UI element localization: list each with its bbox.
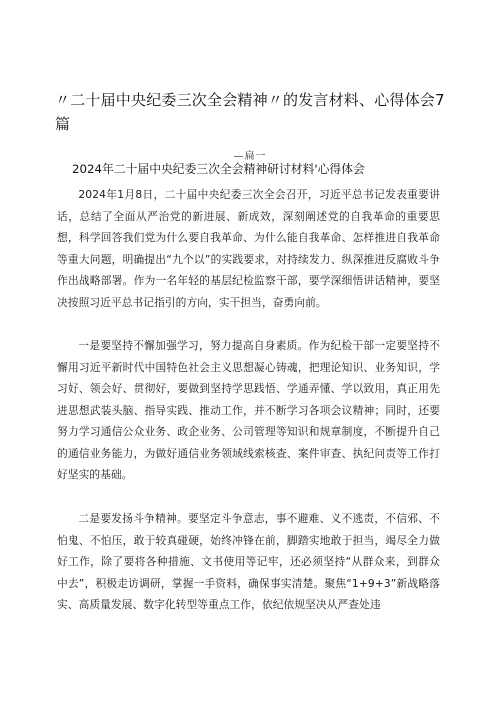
paragraph: 二是要发扬斗争精神。要坚定斗争意志，事不避难、义不逃责，不信邪、不怕鬼、不怕压，敢于较真碰硬，始终冲锋在前，脚踏实地敢于担当，竭尽全力做好工作，除了要将各种措施、文书使用等记牢，还必须坚持“从群众来，到群众中去”，积极走访调研，掌握一手资料，确保事实清楚。聚焦“1+9+3”新战略落实、高质量发展、数字化转型等重点工作，依纪依规坚决从严查处违 (57, 512, 440, 611)
section-marker: —扁一 (233, 151, 267, 162)
paragraph: 2024年1月8日，二十届中央纪委三次全会召开，习近平总书记发表重要讲话，总结了全面从严治党的新进展、新成效，深刻阐述党的自我革命的重要思想，科学回答我们党为什么要自我革命、为什么能自我革命、怎样推进自我革命等重大问题，明确提出“九个以”的实践要求，对持续发力、纵深推进反腐败斗争作出战略部署。作为一名年轻的基层纪检监察干部，要学深细悟讲话精神，要坚决按照习近平总书记指引的方向，实干担当，奋勇向前。 (57, 188, 440, 309)
section-heading: 2024年二十届中央纪委三次全会精神研讨材料'心得体会 (72, 162, 365, 176)
paragraph: 一是要坚持不懈加强学习，努力提高自身素质。作为纪检干部一定要坚持不懈用习近平新时代中国特色社会主义思想凝心铸魂，把理论知识、业务知识，学习好、领会好、贯彻好，要做到坚持学思践悟、学通弄懂、学以致用，真正用先进思想武装头脑、指导实践、推动工作，并不断学习各项会议精神；同时，还要努力学习通信公众业务、政企业务、公司管理等知识和规章制度，不断提升自己的通信业务能力，为做好通信业务领域线索核查、案件审查、执纪问责等工作打好坚实的基础。 (57, 339, 440, 481)
document-title: 〃二十届中央纪委三次全会精神〃的发言材料、心得体会7篇 (55, 91, 445, 133)
